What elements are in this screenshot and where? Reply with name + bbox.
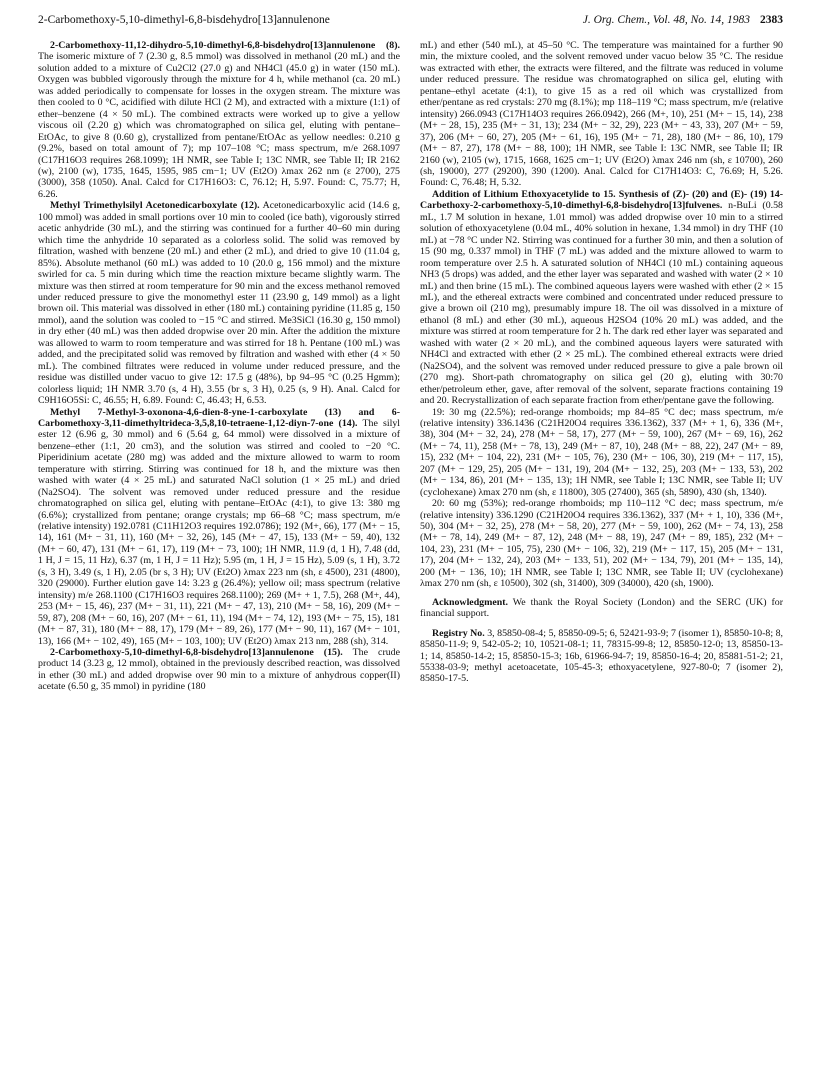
section-paragraph [38,647,400,693]
acknowledgment [420,597,783,620]
section-paragraph [420,40,783,189]
section-paragraph [38,200,400,406]
registry-title: Registry No. [432,627,485,639]
section-paragraph [420,189,783,407]
right-column [420,40,783,685]
left-column [38,40,400,693]
compound-20-data [420,498,783,590]
page-number: 2383 [760,14,783,26]
section-body: 20: 60 mg (53%); red-orange rhomboids; mp 110–112 °C dec; mass spectrum, m/e (relative intensity) 336.1290 (C21H20O4 requires 336.1362), 337 (M+ + 1, 10), 336 (M+, 50), 304 (M+ − 32, 25), 278 (M+ − 58, 20), 277 (M+ − 59, 100), 262 (M+ − 74, 13), 258 (M+ − 78, 14), 249 (M+ − 87, 12), 248 (M+ − 88, 19), 247 (M+ − 89, 185), 232 (M+ − 104, 23), 231 (M+ − 105, 75), 230 (M+ − 106, 32), 219 (M+ − 117, 15), 205 (M+ − 131, 17), 204 (M+ − 132, 24), 203 (M+ − 133, 51), 202 (M+ − 134, 79), 201 (M+ − 135, 14), 200 (M+ − 136, 10); 1H NMR, see Table I; 13C NMR, see Table II; UV (cyclohexane) λmax 270 nm (sh, ε 10500), 302 (sh, 31400), 309 (34000), 420 (sh, 1900). [420,498,783,590]
journal-citation: J. Org. Chem., Vol. 48, No. 14, 1983 [582,14,750,26]
section-title: 2-Carbomethoxy-5,10-dimethyl-6,8-bisdehydro[13]annulenone (15). [50,647,343,659]
section-paragraph [38,407,400,648]
section-body: The silyl ester 12 (6.96 g, 30 mmol) and 6 (5.64 g, 64 mmol) were dissolved in a mixture of benzene–ether (1:1, 20 cm3), and the solution was stirred and cooled to −20 °C. Piperidinium acetate (280 mg) was added and the mixture allowed to warm to room temperature with stirring. Stirring was continued for 18 h, and the mixture was then washed with water (4 × 25 mL) and saturated NaCl solution (1 × 25 mL) and dried (Na2SO4). The solvent was removed under reduced pressure and the residue chromatographed on silica gel, eluting with pentane–EtOAc (4:1), to give 13: 380 mg (6.6%); crystallized from pentane; orange crystals; mp 66–68 °C; mass spectrum, m/e (relative intensity) 192.0781 (C11H12O3 requires 192.0786); 192 (M+, 66), 177 (M+ − 15, 14), 161 (M+ − 31, 11), 160 (M+ − 32, 26), 145 (M+ − 47, 15), 133 (M+ − 59, 40), 132 (M+ − 60, 47), 131 (M+ − 61, 17), 119 (M+ − 73, 100); 1H NMR, 11.9 (d, 1 H), 7.48 (dd, 1 H, J = 15, 11 Hz), 6.37 (m, 1 H, J = 11 Hz); 5.95 (m, 1 H, J = 15 Hz), 5.09 (s, 1 H), 3.72 (s, 3 H), 3.49 (s, 1 H), 2.05 (br s, 3 H); UV (Et2O) λmax 223 nm (sh, ε 4500), 231 (4800), 320 (29000). Further elution gave 14: 3.23 g (26.4%); yellow oil; mass spectrum (relative intensity) m/e 268.1100 (C17H16O3 requires 268.1100); 269 (M+ + 1, 7.5), 268 (M+, 44), 253 (M+ − 15, 46), 237 (M+ − 31, 11), 221 (M+ − 47, 13), 210 (M+ − 58, 16), 209 (M+ − 59, 87), 208 (M+ − 60, 16), 207 (M+ − 61, 11), 194 (M+ − 74, 12), 193 (M+ − 75, 15), 181 (M+ − 87, 31), 180 (M+ − 88, 17), 179 (M+ − 89, 26), 177 (M+ − 90, 11), 167 (M+ − 101, 13), 166 (M+ − 102, 49), 165 (M+ − 103, 100); UV (Et2O) λmax 213 nm, 288 (sh), 314. [38,417,400,647]
section-paragraph [38,40,400,200]
section-title: Methyl 7-Methyl-3-oxonona-4,6-dien-8-yne-1-carboxylate (13) and 6-Carbomethoxy-3,11-dimethyltrideca-3,5,8,10-tetraene-1,12-diyn-7-one (14). [38,406,400,429]
spacer [420,590,783,597]
section-body: mL) and ether (540 mL), at 45–50 °C. The temperature was maintained for a further 90 min, the mixture cooled, and the solvent removed under vacuo below 35 °C. The residue was extracted with ether, the extracts were filtered, and the filtrate was reduced in volume under reduced pressure. The residue was chromatographed on silica gel, eluting with pentane–ethyl acetate (4:1), to give 15 as a red oil which was crystallized from ether/pentane as red crystals: 270 mg (8.1%); mp 118–119 °C; mass spectrum, m/e (relative intensity) 266.0943 (C17H14O3 requires 266.0942), 266 (M+, 10), 251 (M+ − 15, 14), 238 (M+ − 28, 15), 235 (M+ − 31, 13); 234 (M+ − 32, 29), 223 (M+ − 43, 33), 207 (M+ − 59, 37), 206 (M+ − 60, 27), 205 (M+ − 61, 16), 195 (M+ − 71, 28), 180 (M+ − 86, 10), 179 (M+ − 87, 27), 178 (M+ − 88, 100); 1H NMR, see Table I: 13C NMR, see Table II; IR 2160 (w), 2105 (w), 1715, 1668, 1625 cm−1; UV (Et2O) λmax 246 nm (sh, ε 10700), 260 (sh, 19000), 277 (29200), 390 (1200). Anal. Calcd for C17H14O3: C, 76.69; H, 5.26. Found: C, 76.48; H, 5.32. [420,40,783,189]
compound-19-data [420,407,783,499]
section-body: 19: 30 mg (22.5%); red-orange rhomboids; mp 84–85 °C dec; mass spectrum, m/e (relative intensity) 336.1436 (C21H20O4 requires 336.1362), 337 (M+ + 1, 6), 336 (M+, 38), 304 (M+ − 32, 24), 278 (M+ − 58, 17), 277 (M+ − 59, 100), 267 (M+ − 69, 16), 262 (M+ − 74, 11), 258 (M+ − 78, 13), 249 (M+ − 87, 10), 248 (M+ − 88, 22), 247 (M+ − 89, 15), 232 (M+ − 104, 22), 231 (M+ − 105, 76), 230 (M+ − 106, 30), 219 (M+ − 117, 15), 207 (M+ − 129, 25), 205 (M+ − 131, 19), 204 (M+ − 132, 25), 203 (M+ − 133, 53), 202 (M+ − 134, 86), 201 (M+ − 135, 13); 1H NMR, see Table I; 13C NMR, see Table II; UV (cyclohexane) λmax 270 nm (sh, ε 11800), 305 (27400), 365 (sh, 5890), 430 (sh, 1340). [420,406,783,498]
registry-body: 3, 85850-08-4; 5, 85850-09-5; 6, 52421-93-9; 7 (isomer 1), 85850-10-8; 8, 85850-11-9; 9, 542-05-2; 10, 10521-08-1; 11, 78315-99-8; 12, 85850-12-0; 13, 85850-13-1; 14, 85850-14-2; 15, 85850-15-3; 16b, 61966-94-7; 19, 85850-16-4; 20, 85881-51-2; 21, 55338-03-9; methyl acetoacetate, 105-45-3; ethoxyacetylene, 927-80-0; 7 (isomer 2), 85850-17-5. [420,627,784,685]
running-header [38,14,783,30]
section-body: n-BuLi (0.58 mL, 1.7 M solution in hexane, 1.01 mmol) was added dropwise over 10 min to a stirred solution of ethoxyacetylene (0.04 mL, 40% solution in hexane, 1.34 mmol) in dry THF (10 mL) at −78 °C under N2. Stirring was continued for a further 30 min, and then a solution of 15 (90 mg, 0.337 mmol) in THF (7 mL) was added and the mixture allowed to warm to room temperature over 2.5 h. A saturated solution of NH4Cl (10 mL) containing aqueous NH3 (5 drops) was added, and the ether layer was separated and washed with water (2 × 10 mL) and then brine (15 mL). The combined aqueous layers were washed with ether (2 × 15 mL), and the ethereal extracts were combined and concentrated under reduced pressure to give a brown oil (210 mg), presumably impure 18. The oil was dissolved in a mixture of ethanol (8 mL) and ether (30 mL), aqueous H2SO4 (10% 20 mL) was added, and the mixture was stirred at room temperature for 2 h. The dark red ether layer was separated and washed with water (2 × 20 mL), and the combined aqueous layers were saturated with NH4Cl and extracted with ether (2 × 25 mL). The combined ethereal extracts were dried (Na2SO4), and the solvent was removed under reduced pressure to give a pale brown oil (270 mg). Short-path chromatography on silica gel (20 g), eluting with 30:70 ether/petroleum ether, gave, after removal of the solvent, separate fractions containing 19 and 20. Recrystallization of each separate fraction from ether/pentane gave the following. [420,200,783,407]
section-title: Addition of Lithium Ethoxyacetylide to 15. Synthesis of (Z)- (20) and (E)- (19) 14-Carbethoxy-2-carbomethoxy-5,10-dimethyl-6,8-bisdehydro[13]fulvenes. [420,188,783,212]
section-body: The isomeric mixture of 7 (2.30 g, 8.5 mmol) was dissolved in methanol (20 mL) and the solution added to a mixture of Cu2Cl2 (27.0 g) and NH4Cl (45.0 g) in water (150 mL). Oxygen was bubbled vigorously through the mixture for 4 h, while methanol (ca. 20 mL) was added periodically to compensate for losses in the oxygen stream. The mixture was then cooled to 0 °C, acidified with dilute HCl (2 M), and extracted with a mixture (1:1) of ether–benzene (4 × 50 mL). The combined extracts were worked up to give a yellow viscous oil (2.20 g) which was chromatographed on silica gel, eluting with pentane–EtOAc, to give 8 (0.60 g), crystallized from pentane/EtOAc as yellow needles: 0.210 g (9.2%, based on total amount of 7); mp 107–108 °C; mass spectrum, m/e 268.1097 (C17H16O3 requires 268.1099); 1H NMR, see Table I; 13C NMR, see Table II; IR 2162 (w), 2100 (w), 1735, 1645, 1595, 985 cm−1; UV (Et2O) λmax 262 nm (ε 2700), 275 (3000), 358 (1050). Anal. Calcd for C17H16O3: C, 76.12; H, 5.97. Found: C, 75.77; H, 6.26. [38,51,400,200]
section-title: Methyl Trimethylsilyl Acetonedicarboxylate (12). [50,200,260,212]
header-journal-page [583,14,783,26]
registry-numbers [420,628,783,685]
section-body: The crude product 14 (3.23 g, 12 mmol), obtained in the previously described reaction, was dissolved in ether (30 mL) and added dropwise over 90 min to a mixture of anhydrous copper(II) acetate (6.50 g, 35 mmol) in pyridine (180 [38,647,400,693]
acknowledgment-title: Acknowledgment. [432,596,508,608]
section-body: Acetonedicarboxylic acid (14.6 g, 100 mmol) was added in small portions over 10 min to cooled (ice bath), vigorously stirred acetic anhydride (30 mL), and the stirring was continued for a further 40–60 min during which time the anhydride 10 separated as a colorless solid. The solid was removed by filtration, washed with benzene (20 mL) and ether (2 mL), and dried to give 10 (11.04 g, 85%). Absolute methanol (60 mL) was added to 10 (20.0 g, 156 mmol) and the mixture swirled for ca. 5 min during which time the reaction mixture became slightly warm. The mixture was then stirred at room temperature for 90 min and the excess methanol removed under reduced pressure to give the monomethyl ester 11 (23.90 g, 149 mmol) as a light brown oil. This material was dissolved in ether (180 mL) containing pyridine (11.85 g, 150 mmol), aand the solution was cooled to −15 °C and stirred. Me3SiCl (16.30 g, 150 mmol) in dry ether (40 mL) was then added dropwise over 20 min. After the addition the mixture was allowed to warm to room temperature and was stirred for 18 h. Pentane (100 mL) was added, and the precipitated solid was removed by filtration and washed with ether (4 × 50 mL). The combined filtrates were reduced in volume under reduced pressure, and the residue was distilled under vacuo to give 12: 17.5 g (48%), bp 94–95 °C (0.25 Hgmm); colorless liquid; 1H NMR 3.70 (s, 4 H), 3.55 (br s, 3 H), 0.25 (s, 9 H). Anal. Calcd for C9H16O5Si: C, 46.55; H, 6.89. Found: C, 46.43; H, 6.53. [38,200,400,407]
section-title: 2-Carbomethoxy-11,12-dihydro-5,10-dimethyl-6,8-bisdehydro[13]annulenone (8). [50,40,400,51]
header-title: 2-Carbomethoxy-5,10-dimethyl-6,8-bisdehydro[13]annulenone [38,14,330,26]
acknowledgment-body: We thank the Royal Society (London) and the SERC (UK) for financial support. [420,596,784,620]
